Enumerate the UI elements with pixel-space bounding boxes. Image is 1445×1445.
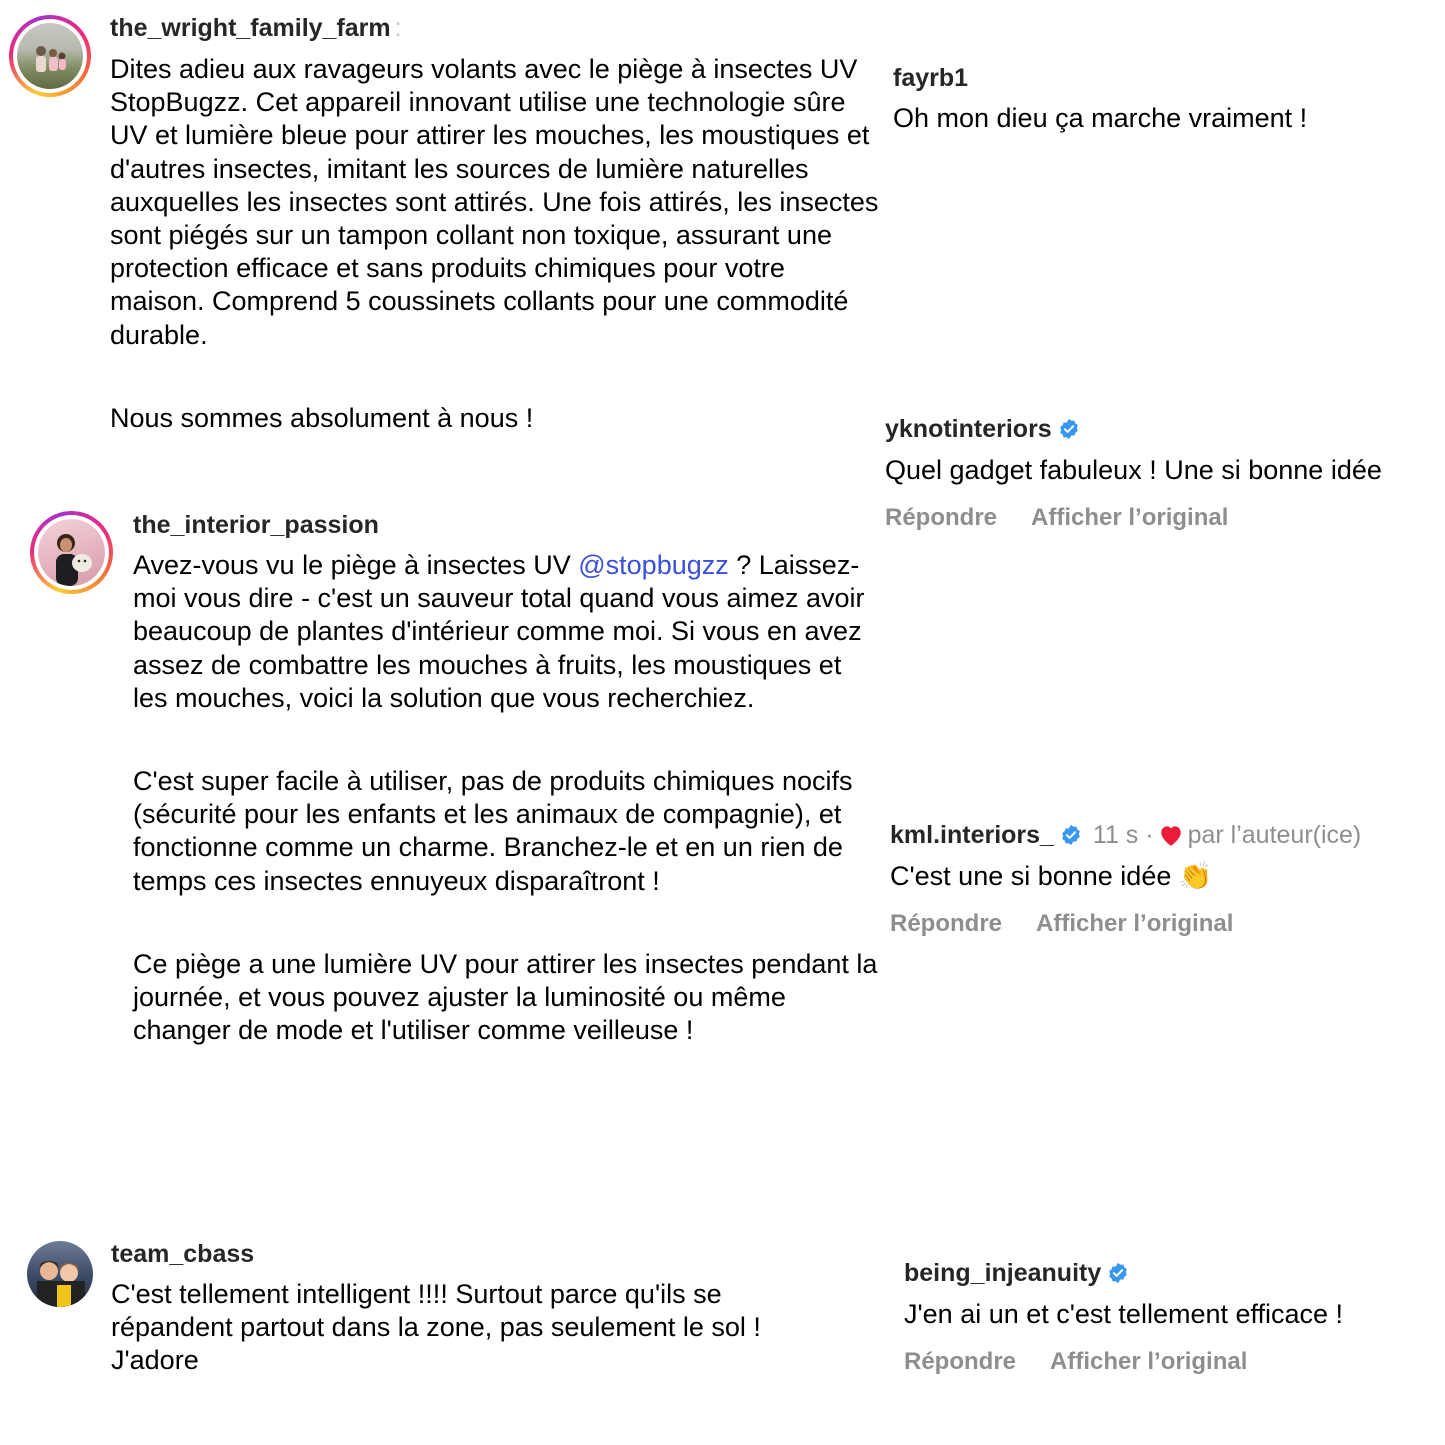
avatar xyxy=(17,23,83,89)
comment-timestamp: 11 s · xyxy=(1092,821,1154,849)
comment-username[interactable]: the_wright_family_farm : xyxy=(110,14,402,42)
comment-text xyxy=(110,53,880,435)
comment-paragraph: Dites adieu aux ravageurs volants avec le piège à insectes UV StopBugzz. Cet appareil innovant utilise une technologie sûre UV et lumière bleue pour attirer les mouches, les moustiques et d'autres insectes, imitant les sources de lumière naturelles auxquelles les insectes sont attirés. Une fois attirés, les insectes sont piégés sur un tampon collant non toxique, assurant une protection efficace et sans produits chimiques pour votre maison. Comprend 5 coussinets collants pour une commodité durable. xyxy=(110,54,879,350)
comment-text: Quel gadget fabuleux ! Une si bonne idée xyxy=(885,455,1382,485)
reply-button[interactable]: Répondre xyxy=(890,910,1003,937)
avatar xyxy=(38,519,105,586)
comment-username[interactable]: team_cbass xyxy=(111,1240,255,1268)
comment-actions xyxy=(885,504,1262,532)
comment-username[interactable]: yknotinteriors xyxy=(885,415,1080,444)
comment-paragraph: C'est super facile à utiliser, pas de produits chimiques nocifs (sécurité pour les enfants et les animaux de compagnie), et fonctionne comme un charme. Branchez-le et en un rien de temps ces insectes ennuyeux disparaîtront ! xyxy=(133,766,853,896)
comment-username[interactable]: the_interior_passion xyxy=(133,511,379,539)
liked-by-author-label: par l’auteur(ice) xyxy=(1187,821,1362,849)
heart-icon xyxy=(1158,823,1184,847)
see-original-button[interactable]: Afficher l’original xyxy=(1031,504,1229,531)
comment-header xyxy=(890,821,1361,850)
avatar-story-ring[interactable] xyxy=(30,511,113,594)
verified-badge-icon xyxy=(1107,1262,1129,1284)
comment-actions xyxy=(904,1348,1281,1376)
comment-text: C'est tellement intelligent !!!! Surtout parce qu'ils se répandent partout dans la zone, pas seulement le sol ! J'adore xyxy=(111,1279,761,1376)
reply-button[interactable]: Répondre xyxy=(885,504,998,531)
comment-actions xyxy=(890,910,1267,938)
comment-username[interactable]: being_injeanuity xyxy=(904,1259,1129,1288)
see-original-button[interactable]: Afficher l’original xyxy=(1036,910,1234,937)
comment-text: J'en ai un et c'est tellement efficace ! xyxy=(904,1299,1344,1329)
reply-button[interactable]: Répondre xyxy=(904,1348,1017,1375)
comment-paragraph: Ce piège a une lumière UV pour attirer les insectes pendant la journée, et vous pouvez ajuster la luminosité ou même changer de mode et l'utiliser comme veilleuse ! xyxy=(133,948,878,1046)
comment-text: C'est une si bonne idée 👏 xyxy=(890,861,1213,891)
verified-badge-icon xyxy=(1060,824,1082,846)
comment-paragraph: Avez-vous vu le piège à insectes UV @stopbugzz ? Laissez-moi vous dire - c'est un sauveur total quand vous aimez avoir beaucoup de plantes d'intérieur comme moi. Si vous en avez assez de combattre les mouches à fruits, les moustiques et les mouches, voici la solution que vous recherchiez. xyxy=(133,550,865,713)
see-original-button[interactable]: Afficher l’original xyxy=(1050,1348,1248,1375)
comment-text: Oh mon dieu ça marche vraiment ! xyxy=(893,103,1308,133)
mention-link[interactable]: @stopbugzz xyxy=(578,550,729,580)
avatar[interactable] xyxy=(27,1241,93,1307)
comment-text xyxy=(133,549,883,1047)
comment-username[interactable]: kml.interiors_ xyxy=(890,821,1054,849)
verified-badge-icon xyxy=(1058,418,1080,440)
comment-paragraph: Nous sommes absolument à nous ! xyxy=(110,402,534,433)
avatar-story-ring[interactable] xyxy=(9,15,91,97)
comment-username[interactable]: fayrb1 xyxy=(893,64,969,92)
